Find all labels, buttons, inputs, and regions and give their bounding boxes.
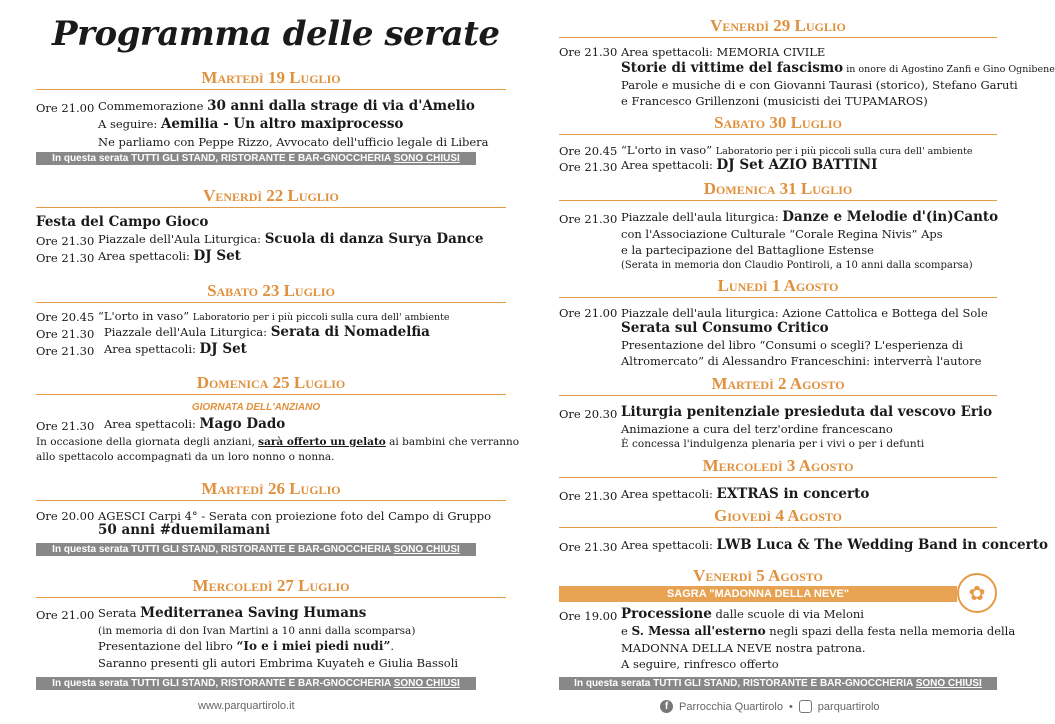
event-line: Piazzale dell'Aula Liturgica: Serata di Nomadelfia [104, 324, 430, 340]
event-line: Piazzale dell'aula liturgica: Azione Cattolica e Bottega del Sole [621, 306, 988, 320]
event-line: con l'Associazione Culturale “Corale Regina Nivis” Aps [621, 227, 943, 241]
event-line: Storie di vittime del fascismo in onore di Agostino Zanfi e Gino Ognibene [621, 60, 1055, 76]
day-heading: Martedì 26 Luglio [36, 479, 506, 501]
day-heading: Lunedì 1 Agosto [559, 276, 997, 298]
event-line: “L'orto in vaso” Laboratorio per i più piccoli sulla cura dell' ambiente [98, 309, 450, 323]
event-line: e la partecipazione del Battaglione Estense [621, 243, 874, 257]
event-line: “L'orto in vaso” Laboratorio per i più piccoli sulla cura dell' ambiente [621, 143, 973, 157]
event-line: 50 anni #duemilamani [98, 522, 271, 538]
event-line: Serata sul Consumo Critico [621, 320, 829, 336]
event-line: MADONNA DELLA NEVE nostra patrona. [621, 641, 866, 655]
day-heading: Mercoledì 3 Agosto [559, 456, 997, 478]
facebook-link[interactable]: Parrocchia Quartirolo [679, 700, 783, 713]
event-line: AGESCI Carpi 4° - Serata con proiezione foto del Campo di Gruppo [98, 509, 492, 523]
event-line: Serata Mediterranea Saving Humans [98, 605, 367, 621]
closed-notice: In questa serata TUTTI GLI STAND, RISTORANTE E BAR-GNOCCHERIA SONO CHIUSI [36, 543, 476, 556]
day-heading: Domenica 25 Luglio [36, 373, 506, 395]
day-heading: Mercoledì 27 Luglio [36, 576, 506, 598]
event-time: Ore 21.30 [36, 251, 95, 265]
event-line: Liturgia penitenziale presieduta dal vescovo Erio [621, 404, 993, 420]
event-time: Ore 21.30 [36, 327, 95, 341]
event-time: Ore 21.30 [559, 212, 618, 226]
event-time: Ore 21.00 [36, 101, 95, 115]
event-time: Ore 21.30 [559, 540, 618, 554]
event-time: Ore 20.45 [36, 310, 95, 324]
event-line: Commemorazione 30 anni dalla strage di via d'Amelio [98, 98, 475, 114]
event-time: Ore 21.00 [36, 608, 95, 622]
day-heading: Martedì 2 Agosto [559, 374, 997, 396]
event-time: Ore 19.00 [559, 609, 618, 623]
event-line: Area spettacoli: DJ Set AZIO BATTINI [621, 157, 878, 173]
facebook-icon: f [660, 700, 673, 713]
event-line: A seguire, rinfresco offerto [621, 657, 779, 671]
day-heading: Domenica 31 Luglio [559, 179, 997, 201]
event-line: Piazzale dell'Aula Liturgica: Scuola di danza Surya Dance [98, 231, 484, 247]
event-line: Piazzale dell'aula liturgica: Danze e Melodie d'(in)Canto [621, 209, 999, 225]
event-line: Area spettacoli: LWB Luca & The Wedding Band in concerto [621, 537, 1048, 553]
event-time: Ore 20.45 [559, 144, 618, 158]
website-link[interactable]: www.parquartirolo.it [198, 700, 295, 712]
day-heading: Venerdì 22 Luglio [36, 186, 506, 208]
event-line: Area spettacoli: MEMORIA CIVILE [621, 45, 826, 59]
event-time: Ore 20.00 [36, 509, 95, 523]
day-heading: Giovedì 4 Agosto [559, 506, 997, 528]
event-line: A seguire: Aemilia - Un altro maxiprocesso [98, 116, 404, 132]
day-heading: Martedì 19 Luglio [36, 68, 506, 90]
event-line: Animazione a cura del terz'ordine francescano [621, 422, 893, 436]
event-line: Ne parliamo con Peppe Rizzo, Avvocato dell'ufficio legale di Libera [98, 135, 489, 149]
event-line: Processione dalle scuole di via Meloni [621, 606, 864, 622]
event-line: e S. Messa all'esterno negli spazi della festa nella memoria della [621, 624, 1016, 638]
day-heading: Sabato 30 Luglio [559, 113, 997, 135]
event-line: Area spettacoli: Mago Dado [104, 416, 286, 432]
event-line: Area spettacoli: DJ Set [104, 341, 247, 357]
event-line: allo spettacolo accompagnati da un loro nonno o nonna. [36, 451, 335, 463]
event-time: Ore 21.30 [36, 234, 95, 248]
event-time: Ore 21.30 [559, 489, 618, 503]
day-subtitle: GIORNATA DELL'ANZIANO [191, 402, 321, 413]
event-time: Ore 21.30 [36, 344, 95, 358]
event-line: Festa del Campo Gioco [36, 214, 209, 230]
social-footer [660, 700, 880, 713]
event-line: Presentazione del libro “Consumi o scegli? L'esperienza di [621, 338, 963, 352]
event-line: (in memoria di don Ivan Martini a 10 anni dalla scomparsa) [98, 625, 416, 637]
day-heading: Venerdì 5 Agosto [559, 566, 957, 588]
instagram-icon [799, 700, 812, 713]
event-line: È concessa l'indulgenza plenaria per i vivi o per i defunti [621, 438, 925, 450]
event-time: Ore 20.30 [559, 407, 618, 421]
event-line: Area spettacoli: EXTRAS in concerto [621, 486, 870, 502]
event-line: Parole e musiche di e con Giovanni Taurasi (storico), Stefano Garuti [621, 78, 1018, 92]
closed-notice: In questa serata TUTTI GLI STAND, RISTORANTE E BAR-GNOCCHERIA SONO CHIUSI [36, 152, 476, 165]
closed-notice: In questa serata TUTTI GLI STAND, RISTORANTE E BAR-GNOCCHERIA SONO CHIUSI [559, 677, 997, 690]
instagram-link[interactable]: parquartirolo [817, 700, 880, 713]
separator: • [788, 700, 793, 713]
event-line: In occasione della giornata degli anziani, sarà offerto un gelato ai bambini che verranno [36, 436, 520, 448]
closed-notice: In questa serata TUTTI GLI STAND, RISTORANTE E BAR-GNOCCHERIA SONO CHIUSI [36, 677, 476, 690]
page-title: Programma delle serate [52, 14, 500, 54]
event-time: Ore 21.30 [559, 160, 618, 174]
event-line: Presentazione del libro “Io e i miei piedi nudi”. [98, 639, 395, 653]
event-line: Area spettacoli: DJ Set [98, 248, 241, 264]
event-line: Saranno presenti gli autori Embrima Kuyateh e Giulia Bassoli [98, 656, 459, 670]
madonna-logo-icon: ✿ [957, 573, 997, 613]
day-heading: Sabato 23 Luglio [36, 281, 506, 303]
event-line: e Francesco Grillenzoni (musicisti dei TUPAMAROS) [621, 94, 928, 108]
day-heading: Venerdì 29 Luglio [559, 16, 997, 38]
event-line: (Serata in memoria don Claudio Pontiroli, a 10 anni dalla scomparsa) [621, 260, 973, 271]
sagra-banner: SAGRA "MADONNA DELLA NEVE" [559, 586, 957, 602]
event-line: Altromercato” di Alessandro Franceschini: interverrà l'autore [621, 354, 982, 368]
event-time: Ore 21.00 [559, 306, 618, 320]
event-time: Ore 21.30 [559, 45, 618, 59]
event-time: Ore 21.30 [36, 419, 95, 433]
